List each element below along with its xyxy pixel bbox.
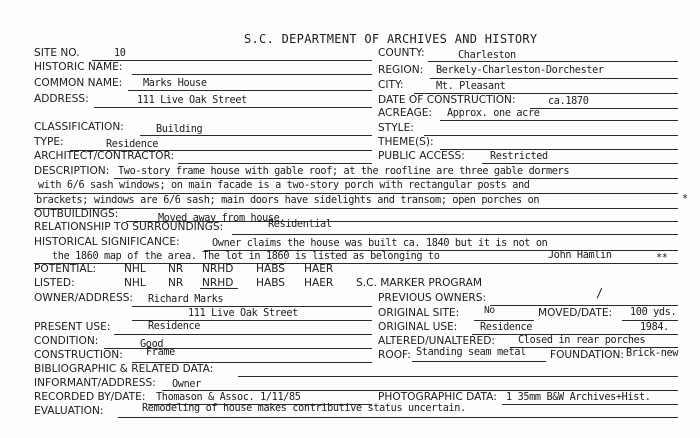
condition-value: Good	[140, 339, 164, 350]
moved-date-label: MOVED/DATE:	[538, 307, 613, 319]
photographic-data-rule	[502, 404, 678, 405]
evaluation-label: EVALUATION:	[34, 405, 104, 417]
historical-significance-owner-1860: John Hamlin	[548, 250, 612, 261]
acreage-value: Approx. one acre	[447, 108, 540, 119]
style-rule	[424, 135, 678, 136]
county-rule	[428, 61, 678, 62]
original-site-label: ORIGINAL SITE:	[378, 307, 460, 319]
listed-habs[interactable]: HABS	[256, 277, 286, 289]
description-label: DESCRIPTION:	[34, 165, 110, 177]
construction-label: CONSTRUCTION:	[34, 349, 123, 361]
potential-habs[interactable]: HABS	[256, 263, 286, 275]
bibliographic-rule	[238, 376, 678, 377]
county-value: Charleston	[458, 50, 516, 61]
informant-value: Owner	[172, 379, 201, 390]
construction-value: Frame	[146, 347, 175, 358]
public-access-label: PUBLIC ACCESS:	[378, 150, 465, 162]
altered-value: Closed in rear porches	[518, 335, 646, 346]
foundation-value: Brick-new	[626, 348, 679, 359]
present-use-rule	[114, 334, 372, 335]
potential-nr[interactable]: NR	[168, 263, 184, 275]
region-label: REGION:	[378, 64, 424, 76]
condition-label: CONDITION:	[34, 335, 99, 347]
region-value: Berkely-Charleston-Dorchester	[436, 65, 604, 76]
original-use-label: ORIGINAL USE:	[378, 321, 458, 333]
type-value: Residence	[106, 139, 159, 150]
historic-name-rule	[132, 74, 372, 75]
previous-owners-value: /	[596, 286, 603, 300]
evaluation-rule	[118, 417, 678, 418]
listed-nr[interactable]: NR	[168, 277, 184, 289]
bibliographic-label: BIBLIOGRAPHIC & RELATED DATA:	[34, 363, 214, 375]
original-site-value: No	[484, 305, 495, 316]
outbuildings-label: OUTBUILDINGS:	[34, 208, 119, 220]
present-use-label: PRESENT USE:	[34, 321, 111, 333]
site-no-value: 10	[114, 48, 126, 59]
listed-haer[interactable]: HAER	[304, 277, 334, 289]
photographic-data-label: PHOTOGRAPHIC DATA:	[378, 391, 497, 403]
classification-value: Building	[156, 124, 203, 135]
acreage-label: ACREAGE:	[378, 107, 433, 119]
acreage-rule	[440, 120, 678, 121]
potential-haer[interactable]: HAER	[304, 263, 334, 275]
historical-significance-line-1: Owner claims the house was built ca. 1840 but it is not on	[212, 238, 548, 249]
address-value: 111 Live Oak Street	[137, 95, 247, 106]
relationship-label: RELATIONSHIP TO SURROUNDINGS:	[34, 221, 224, 233]
condition-rule	[104, 348, 372, 349]
architect-label: ARCHITECT/CONTRACTOR:	[34, 150, 175, 162]
public-access-value: Restricted	[490, 151, 548, 162]
historical-significance-label: HISTORICAL SIGNIFICANCE:	[34, 236, 180, 248]
altered-label: ALTERED/UNALTERED:	[378, 335, 495, 347]
recorded-by-value: Thomason & Assoc. 1/11/85	[156, 392, 301, 403]
classification-rule	[140, 135, 372, 136]
date-of-construction-value: ca.1870	[548, 96, 589, 107]
common-name-value: Marks House	[143, 78, 207, 89]
listed-nhl[interactable]: NHL	[124, 277, 146, 289]
roof-rule	[412, 361, 546, 362]
public-access-rule	[482, 163, 678, 164]
common-name-rule	[128, 90, 372, 91]
date-of-construction-label: DATE OF CONSTRUCTION:	[378, 94, 516, 106]
common-name-label: COMMON NAME:	[34, 77, 123, 89]
date-of-construction-rule	[530, 108, 678, 109]
description-continued-mark: *	[682, 194, 688, 205]
potential-nhl[interactable]: NHL	[124, 263, 146, 275]
roof-label: ROOF:	[378, 349, 411, 361]
owner-street-value: 111 Live Oak Street	[188, 308, 298, 319]
architect-rule	[178, 163, 372, 164]
classification-label: CLASSIFICATION:	[34, 121, 124, 133]
original-use-value: Residence	[480, 322, 533, 333]
roof-value: Standing seam metal	[416, 347, 526, 358]
marker-program-label: S.C. MARKER PROGRAM	[356, 277, 482, 289]
owner-name-value: Richard Marks	[148, 294, 224, 305]
foundation-label: FOUNDATION:	[550, 349, 624, 361]
recorded-by-label: RECORDED BY/DATE:	[34, 391, 146, 403]
historic-name-label: HISTORIC NAME:	[34, 61, 123, 73]
themes-rule	[440, 149, 678, 150]
previous-owners-label: PREVIOUS OWNERS:	[378, 292, 487, 304]
type-label: TYPE:	[34, 136, 64, 148]
potential-nrhd[interactable]: NRHD	[202, 263, 234, 275]
site-no-label: SITE NO.	[34, 47, 80, 59]
owner-address-label: OWNER/ADDRESS:	[34, 292, 133, 304]
relationship-rule	[232, 234, 678, 235]
description-line-1: Two-story frame house with gable roof; at the roofline are three gable dormers	[118, 166, 570, 177]
county-label: COUNTY:	[378, 47, 425, 59]
listed-nrhd-mark	[200, 288, 238, 289]
original-use-year: 1984.	[640, 322, 669, 333]
style-label: STYLE:	[378, 122, 414, 134]
form-title: S.C. DEPARTMENT OF ARCHIVES AND HISTORY	[244, 32, 538, 46]
description-rule-3	[34, 208, 678, 209]
outbuildings-value: Moved away from house.	[158, 213, 286, 224]
historical-significance-line-2: the 1860 map of the area. The lot in 1860 is listed as belonging to	[52, 251, 440, 262]
present-use-value: Residence	[148, 321, 201, 332]
informant-label: INFORMANT/ADDRESS:	[34, 377, 156, 389]
themes-label: THEME(S):	[378, 136, 434, 148]
site-no-rule	[92, 60, 372, 61]
address-label: ADDRESS:	[34, 93, 89, 105]
city-value: Mt. Pleasant	[436, 81, 506, 92]
region-rule	[430, 78, 678, 79]
description-line-2: with 6/6 sash windows; on main facade is a two-story porch with rectangular posts and	[38, 180, 530, 191]
address-rule	[94, 107, 372, 108]
listed-nrhd[interactable]: NRHD	[202, 277, 234, 289]
relationship-value: Residential	[268, 219, 332, 230]
potential-label: POTENTIAL:	[34, 263, 97, 275]
photographic-data-value: 1 35mm B&W Archives+Hist.	[506, 392, 651, 403]
historical-significance-continued-mark: **	[656, 253, 668, 264]
city-label: CITY:	[378, 79, 404, 91]
description-line-3: brackets; windows are 6/6 sash; main doors have sidelights and transom; open porches on	[36, 195, 540, 206]
moved-date-value: 100 yds.	[630, 307, 677, 318]
listed-label: LISTED:	[34, 277, 75, 289]
evaluation-value: Remodeling of house makes contributive status uncertain.	[142, 403, 466, 414]
